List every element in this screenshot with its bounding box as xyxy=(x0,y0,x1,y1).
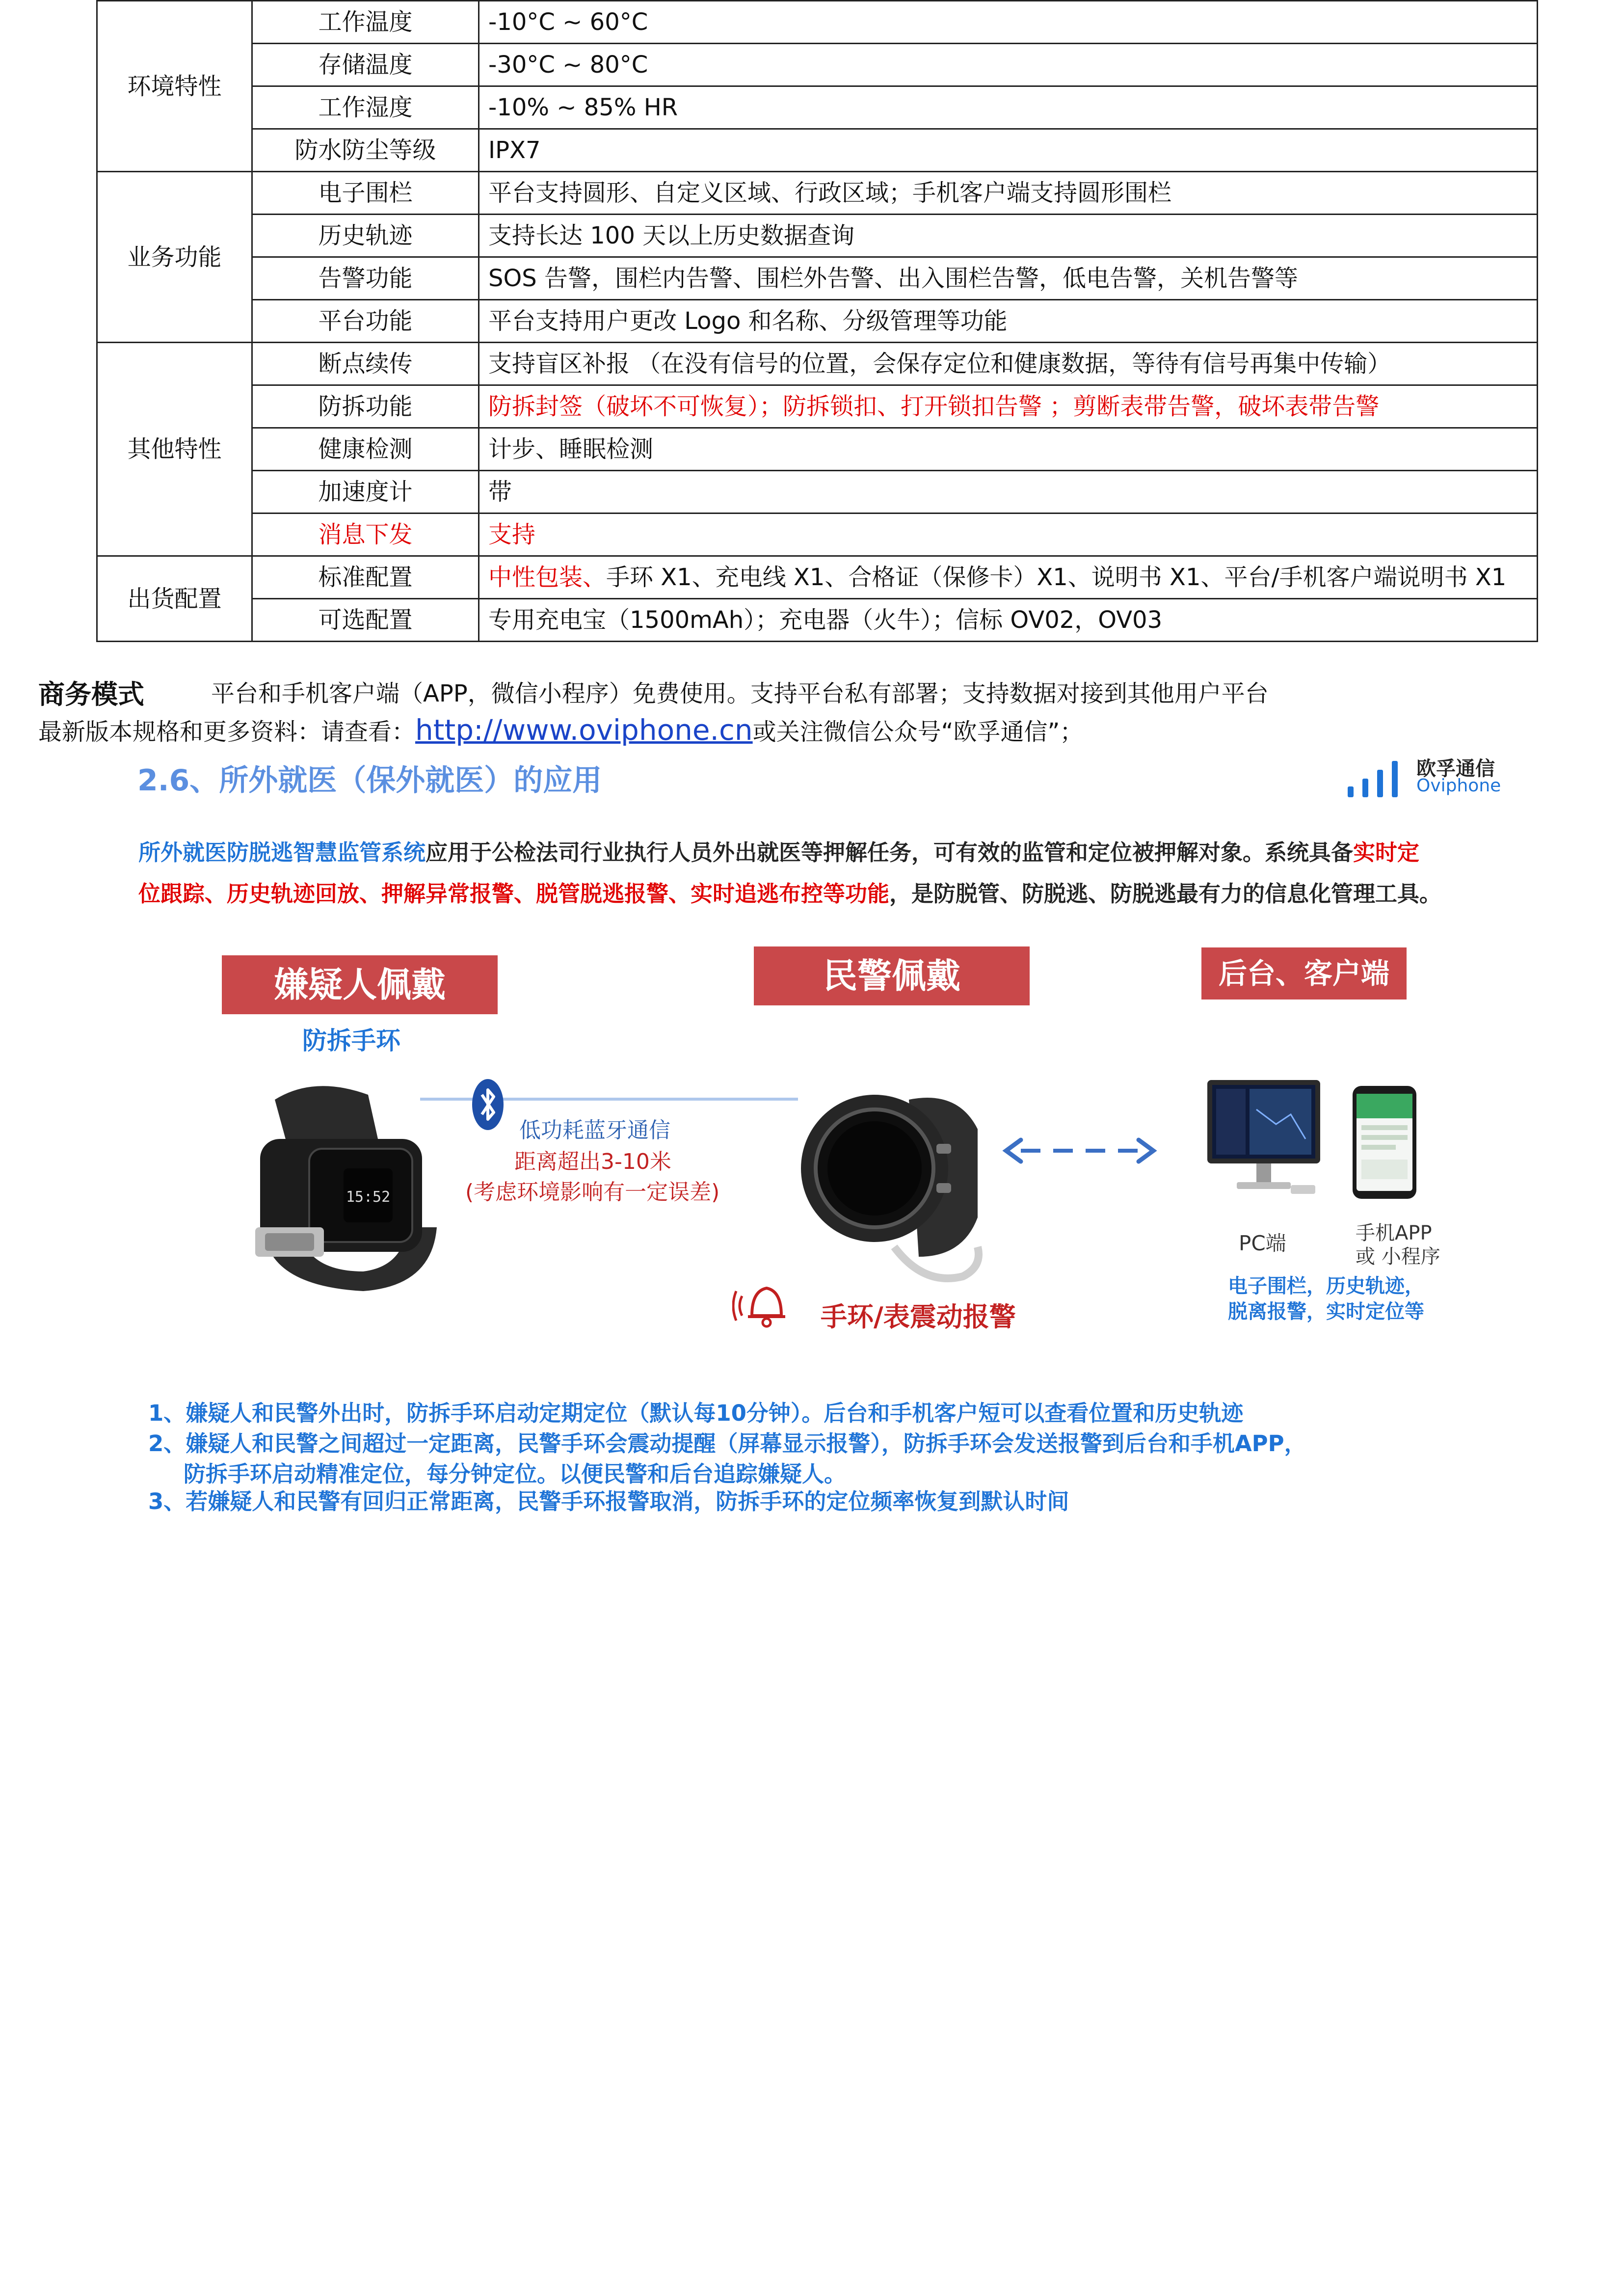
table-row xyxy=(97,215,1538,257)
item-cell: 健康检测 xyxy=(252,428,479,471)
note-item: 3、若嫌疑人和民警有回归正常距离，民警手环报警取消，防拆手环的定位频率恢复到默认时间 xyxy=(148,1488,1069,1514)
two-way-arrow-icon xyxy=(1001,1136,1158,1165)
table-row xyxy=(97,513,1538,556)
error-note-text: (考虑环境影响有一定误差) xyxy=(465,1180,720,1205)
value-red-prefix: 中性包装、 xyxy=(488,564,607,591)
intro-text: 应用于公检法司行业执行人员外出就医等押解任务，可有效的监管和定位被押解对象。系统具备 xyxy=(426,839,1354,865)
value-text: 手环 X1、充电线 X1、合格证（保修卡）X1、说明书 X1、平台/手机客户端说明书 X1 xyxy=(606,564,1507,591)
value-cell xyxy=(479,556,1538,599)
pc-monitor-icon xyxy=(1207,1080,1320,1198)
item-cell: 存储温度 xyxy=(252,44,479,86)
table-row xyxy=(97,300,1538,343)
item-cell: 消息下发 xyxy=(252,513,479,556)
business-text: 平台和手机客户端（APP，微信小程序）免费使用。支持平台私有部署；支持数据对接到其他用户平台 xyxy=(211,680,1269,707)
table-row xyxy=(97,172,1538,215)
table-row xyxy=(97,599,1538,642)
item-cell: 断点续传 xyxy=(252,343,479,385)
business-label: 商务模式 xyxy=(38,679,144,710)
item-cell: 工作湿度 xyxy=(252,86,479,129)
table-row xyxy=(97,428,1538,471)
note-item: 1、嫌疑人和民警外出时，防拆手环启动定期定位（默认每10分钟）。后台和手机客户短可以查看位置和历史轨迹 xyxy=(148,1400,1244,1426)
item-cell: 电子围栏 xyxy=(252,172,479,215)
banner-backend: 后台、客户端 xyxy=(1201,947,1407,999)
intro-line-1 xyxy=(138,835,1419,866)
value-cell: 支持盲区补报 （在没有信号的位置，会保存定位和健康数据，等待有信号再集中传输） xyxy=(479,343,1538,385)
item-cell: 防拆功能 xyxy=(252,385,479,428)
table-row xyxy=(97,129,1538,172)
logo-text-cn: 欧孚通信 xyxy=(1416,757,1495,780)
item-cell: 平台功能 xyxy=(252,300,479,343)
value-cell: 专用充电宝（1500mAh）；充电器（火牛）；信标 OV02，OV03 xyxy=(479,599,1538,642)
label-app: 手机APP xyxy=(1356,1222,1432,1244)
logo-text-en: Oviphone xyxy=(1416,776,1501,796)
note-item-continued: 防拆手环启动精准定位，每分钟定位。以便民警和后台追踪嫌疑人。 xyxy=(184,1461,847,1487)
value-cell: 防拆封签（破坏不可恢复）；防拆锁扣、打开锁扣告警 ；剪断表带告警，破坏表带告警 xyxy=(479,385,1538,428)
intro-text: ，是防脱管、防脱逃、防脱逃最有力的信息化管理工具。 xyxy=(889,881,1442,907)
table-row xyxy=(97,471,1538,513)
bluetooth-icon xyxy=(471,1078,505,1131)
item-cell: 防水防尘等级 xyxy=(252,129,479,172)
banner-suspect: 嫌疑人佩戴 xyxy=(222,955,498,1014)
bluetooth-text: 低功耗蓝牙通信 xyxy=(519,1118,670,1143)
more-info-line xyxy=(38,713,1083,747)
category-cell: 其他特性 xyxy=(97,343,252,556)
spec-table xyxy=(96,0,1538,642)
category-cell: 出货配置 xyxy=(97,556,252,642)
value-cell: -10°C ~ 60°C xyxy=(479,1,1538,44)
anti-tamper-bracelet-image xyxy=(245,1080,442,1296)
label-features-2: 脱离报警，实时定位等 xyxy=(1228,1300,1424,1323)
item-cell: 工作温度 xyxy=(252,1,479,44)
item-cell: 加速度计 xyxy=(252,471,479,513)
item-cell: 可选配置 xyxy=(252,599,479,642)
category-cell: 业务功能 xyxy=(97,172,252,343)
label-vibrate-alarm: 手环/表震动报警 xyxy=(821,1301,1016,1332)
label-pc: PC端 xyxy=(1239,1231,1286,1255)
item-cell: 标准配置 xyxy=(252,556,479,599)
value-cell: -10% ~ 85% HR xyxy=(479,86,1538,129)
table-row xyxy=(97,556,1538,599)
intro-line-2 xyxy=(138,876,1441,908)
label-bracelet: 防拆手环 xyxy=(302,1026,400,1055)
table-row xyxy=(97,343,1538,385)
more-info-prefix: 最新版本规格和更多资料：请查看： xyxy=(38,718,416,746)
alarm-bell-icon xyxy=(732,1276,791,1330)
value-cell: 带 xyxy=(479,471,1538,513)
table-row xyxy=(97,385,1538,428)
table-row xyxy=(97,1,1538,44)
website-link[interactable]: http://www.oviphone.cn xyxy=(415,713,753,747)
more-info-suffix: 或关注微信公众号“欧孚通信”； xyxy=(752,718,1084,746)
value-cell: 支持长达 100 天以上历史数据查询 xyxy=(479,215,1538,257)
intro-highlight-red: 位跟踪、历史轨迹回放、押解异常报警、脱管脱逃报警、实时追逃布控等功能 xyxy=(138,881,890,907)
police-watch-image xyxy=(796,1070,983,1286)
value-cell: SOS 告警，围栏内告警、围栏外告警、出入围栏告警，低电告警，关机告警等 xyxy=(479,257,1538,300)
label-features-1: 电子围栏，历史轨迹， xyxy=(1228,1275,1424,1297)
intro-highlight-red: 实时定 xyxy=(1353,839,1420,865)
phone-icon xyxy=(1353,1086,1416,1199)
table-row xyxy=(97,44,1538,86)
value-cell: IPX7 xyxy=(479,129,1538,172)
section-title: 2.6、所外就医（保外就医）的应用 xyxy=(137,763,602,798)
distance-text: 距离超出3-10米 xyxy=(514,1149,671,1174)
value-cell: 平台支持圆形、自定义区域、行政区域；手机客户端支持圆形围栏 xyxy=(479,172,1538,215)
note-item: 2、嫌疑人和民警之间超过一定距离，民警手环会震动提醒（屏幕显示报警），防拆手环会发送报警到后台和手机APP， xyxy=(148,1431,1306,1457)
banner-police: 民警佩戴 xyxy=(754,946,1030,1005)
label-miniprogram: 或 小程序 xyxy=(1356,1245,1440,1268)
oviphone-logo xyxy=(1348,753,1510,797)
category-cell: 环境特性 xyxy=(97,1,252,172)
table-row xyxy=(97,86,1538,129)
watch-time-display: 15:52 xyxy=(346,1189,391,1206)
value-cell: 平台支持用户更改 Logo 和名称、分级管理等功能 xyxy=(479,300,1538,343)
value-cell: -30°C ~ 80°C xyxy=(479,44,1538,86)
intro-highlight-blue: 所外就医防脱逃智慧监管系统 xyxy=(138,839,426,865)
value-cell: 计步、睡眠检测 xyxy=(479,428,1538,471)
item-cell: 历史轨迹 xyxy=(252,215,479,257)
table-row xyxy=(97,257,1538,300)
value-cell: 支持 xyxy=(479,513,1538,556)
item-cell: 告警功能 xyxy=(252,257,479,300)
